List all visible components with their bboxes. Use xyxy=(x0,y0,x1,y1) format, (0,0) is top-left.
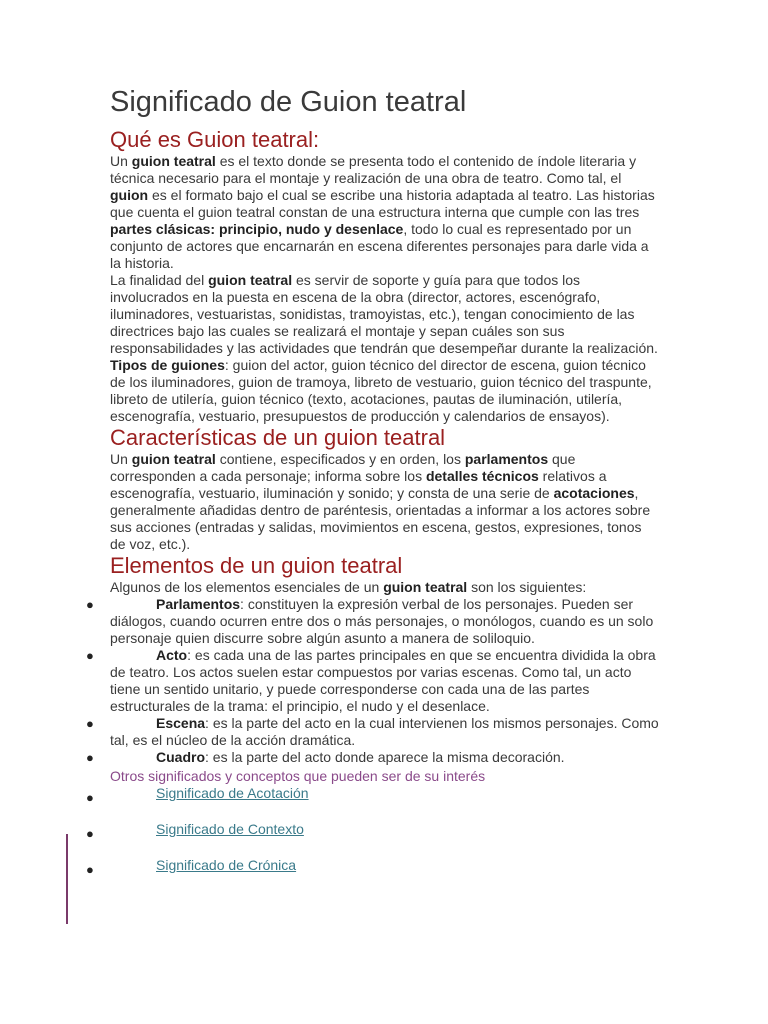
related-links xyxy=(86,785,660,893)
bold-term: Tipos de guiones xyxy=(110,357,225,373)
bullet-icon: ● xyxy=(86,597,94,612)
related-title: Otros significados y conceptos que pueden ser de su interés xyxy=(110,768,486,784)
term-text: : es la parte del acto donde aparece la misma decoración. xyxy=(205,749,565,765)
bullet-icon: ● xyxy=(86,862,94,877)
bold-term: guion teatral xyxy=(383,579,468,595)
bold-term: guion teatral xyxy=(208,272,293,288)
elements-list xyxy=(86,596,660,766)
term-text: : es la parte del acto en la cual intervienen los mismos personajes. Como tal, es el núcleo de la acción dramática. xyxy=(110,715,659,748)
bold-term: detalles técnicos xyxy=(425,468,539,484)
bullet-icon: ● xyxy=(86,826,94,841)
term-text: : es cada una de las partes principales en que se encuentra dividida la obra de teatro. Los actos suelen estar compuestos por varias escenas. Como tal, un acto tiene un sentido unitario, y puede corresponderse con cada una de las partes estructurales de la trama: el principio, el nudo y el desenlace. xyxy=(110,647,656,714)
paragraph-caracteristicas: Un guion teatral contiene, especificados y en orden, los parlamentos que corresponden a cada personaje; informa sobre los detalles técnicos relativos a escenografía, vestuario, iluminación y sonido; y consta de una serie de acotaciones, generalmente añadidas dentro de paréntesis, orientadas a informar a los actores sobre sus acciones (entradas y salidas, movimientos en escena, gestos, expresiones, tonos de voz, etc.). xyxy=(110,451,651,552)
bold-term: partes clásicas: principio, nudo y desenlace xyxy=(110,221,404,237)
page-title: Significado de Guion teatral xyxy=(110,86,467,118)
bold-term: guion xyxy=(110,187,149,203)
bullet-icon: ● xyxy=(86,716,94,731)
bullet-icon: ● xyxy=(86,648,94,663)
link-acotacion[interactable]: Significado de Acotación xyxy=(156,785,309,801)
link-cronica[interactable]: Significado de Crónica xyxy=(156,857,297,873)
heading-caracteristicas: Características de un guion teatral xyxy=(110,425,446,450)
term-label: Cuadro xyxy=(156,749,205,765)
bold-term: acotaciones xyxy=(553,485,635,501)
link-contexto[interactable]: Significado de Contexto xyxy=(156,821,304,837)
bullet-icon: ● xyxy=(86,790,94,805)
list-item-parlamentos xyxy=(86,596,660,647)
paragraph-finalidad: La finalidad del guion teatral es servir de soporte y guía para que todos los involucrados en la puesta en escena de la obra (director, actores, escenógrafo, iluminadores, vestuaristas, sonidistas, tramoyistas, etc.), tengan conocimiento de las directrices bajo las cuales se realizará el montaje y sepan cuáles son sus responsabilidades y las actividades que tendrán que desempeñar durante la realización. xyxy=(110,272,658,356)
heading-elementos: Elementos de un guion teatral xyxy=(110,553,403,578)
list-item-link xyxy=(86,785,660,821)
paragraph-tipos: Tipos de guiones: guion del actor, guion técnico del director de escena, guion técnico de los iluminadores, guion de tramoya, libreto de vestuario, guion técnico del traspunte, libreto de utilería, guion técnico (texto, acotaciones, pautas de iluminación, utilería, escenografía, vestuario, presupuestos de producción y calendarios de ensayos). xyxy=(110,357,652,424)
list-item-link xyxy=(86,857,660,893)
related-divider xyxy=(66,834,68,924)
list-item-link xyxy=(86,821,660,857)
bold-term: guion teatral xyxy=(131,153,216,169)
bullet-icon: ● xyxy=(86,750,94,765)
heading-que-es: Qué es Guion teatral: xyxy=(110,127,320,152)
bold-term: parlamentos xyxy=(464,451,549,467)
article xyxy=(86,84,660,893)
term-label: Acto xyxy=(156,647,188,663)
list-item-escena xyxy=(86,715,660,749)
term-label: Parlamentos xyxy=(156,596,241,612)
paragraph-elementos-intro: Algunos de los elementos esenciales de un guion teatral son los siguientes: xyxy=(110,579,587,595)
bold-term: guion teatral xyxy=(131,451,216,467)
paragraph-definition: Un guion teatral es el texto donde se presenta todo el contenido de índole literaria y técnica necesario para el montaje y realización de una obra de teatro. Como tal, el guion es el formato bajo el cual se escribe una historia adaptada al teatro. Las historias que cuenta el guion teatral constan de una estructura interna que cumple con las tres partes clásicas: principio, nudo y desenlace, todo lo cual es representado por un conjunto de actores que encarnarán en escena diferentes personajes para darle vida a la historia. xyxy=(110,153,655,271)
list-item-acto xyxy=(86,647,660,715)
term-text: : constituyen la expresión verbal de los personajes. Pueden ser diálogos, cuando ocurren entre dos o más personajes, o monólogos, cuando es un solo personaje quien discurre sobre algún asunto a manera de soliloquio. xyxy=(110,596,654,646)
list-item-cuadro xyxy=(86,749,660,766)
term-label: Escena xyxy=(156,715,206,731)
